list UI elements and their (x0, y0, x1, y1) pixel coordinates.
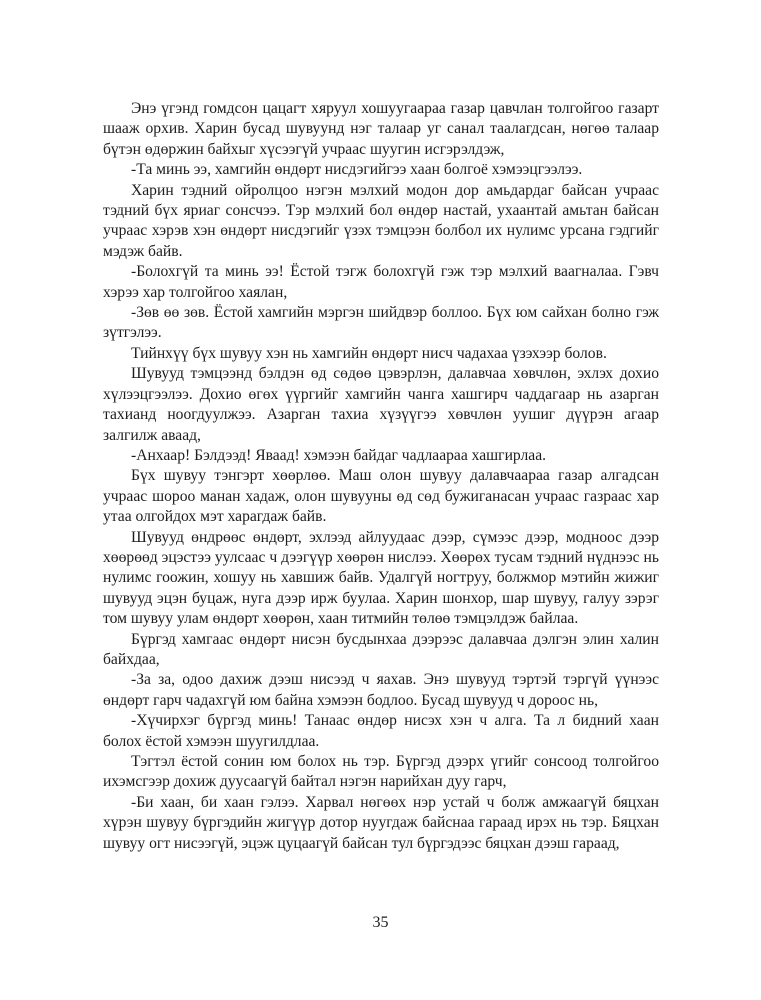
paragraph: Бүх шувуу тэнгэрт хөөрлөө. Маш олон шувуу далавчаараа газар алгадсан учраас шороо манан хадаж, олон шувууны өд сөд бужиганасан учраас газраас хар утаа олгойдох мэт харагдаж байв. (103, 467, 659, 526)
paragraph: -Хүчирхэг бүргэд минь! Танаас өндөр нисэх хэн ч алга. Та л бидний хаан болох ёстой хэмээн шуугилдлаа. (103, 712, 659, 750)
paragraph: -Зөв өө зөв. Ёстой хамгийн мэргэн шийдвэр боллоо. Бүх юм сайхан болно гэж зүтгэлээ. (103, 304, 659, 342)
paragraph: -За за, одоо дахиж дээш нисээд ч яахав. Энэ шувууд тэртэй тэргүй үүнээс өндөрт гарч чадахгүй юм байна хэмээн бодлоо. Бусад шувууд ч дороос нь, (103, 671, 659, 709)
paragraph: Энэ үгэнд гомдсон цацагт хяруул хошуугаараа газар цавчлан толгойгоо газарт шааж орхив. Харин бусад шувуунд нэг талаар уг санал таалагдсан, нөгөө талаар бүтэн өдөржин байхыг хүсээгүй учраас шуугин исгэрэлдэж, (103, 100, 659, 158)
paragraph: Бүргэд хамгаас өндөрт нисэн бусдынхаа дээрээс далавчаа дэлгэн элин халин байхдаа, (103, 630, 659, 668)
paragraph: Тийнхүү бүх шувуу хэн нь хамгийн өндөрт нисч чадахаа үзэхээр болов. (131, 344, 607, 362)
paragraph: Шувууд өндрөөс өндөрт, эхлээд айлуудаас дээр, сүмээс дээр, модноос дээр хөөрөөд эцэстээ уулсаас ч дээгүүр хөөрөн нислээ. Хөөрөх тусам тэдний нүднээс нь нулимс гоожин, хошуу нь хавшиж байв. Удалгүй ногтруу, болжмор мэтийн жижиг шувууд эцэн буцаж, нуга дээр ирж буулаа. Харин шонхор, шар шувуу, галуу зэрэг том шувуу улам өндөрт хөөрөн, хаан титмийн төлөө тэмцэлдэж байлаа. (103, 528, 659, 628)
page-number: 35 (372, 914, 389, 931)
paragraph: -Анхаар! Бэлдээд! Яваад! хэмээн байдаг чадлаараа хашгирлаа. (131, 446, 547, 464)
body-text (103, 99, 659, 854)
paragraph: -Би хаан, би хаан гэлээ. Харвал нөгөөх нэр устай ч болж амжаагүй бяцхан хүрэн шувуу бүргэдийн жигүүр дотор нуугдаж байснаа гараад ирэх нь тэр. Бяцхан шувуу огт нисээгүй, эцэж цуцаагүй байсан тул бүргэдээс бяцхан дээш гараад, (103, 793, 659, 852)
paragraph: Шувууд тэмцээнд бэлдэн өд сөдөө цэвэрлэн, далавчаа хөвчлөн, эхлэх дохио хүлээцгээлээ. Дохио өгөх үүргийг хамгийн чанга хашгирч чаддагаар нь азарган тахианд ноогдуулжээ. Азарган тахиа хүзүүгээ хөвчлөн уушиг дүүрэн агаар залгилж аваад, (103, 365, 659, 444)
paragraph: -Болохгүй та минь ээ! Ёстой тэгж болохгүй гэж тэр мэлхий ваагналаа. Гэвч хэрээ хар толгойгоо хаялан, (103, 263, 659, 301)
paragraph: Харин тэдний ойролцоо нэгэн мэлхий модон дор амьдардаг байсан учраас тэдний бүх яриаг сонсчээ. Тэр мэлхий бол өндөр настай, ухаантай амьтан байсан учраас хэрэв хэн өндөрт нисдэгийг үзэх тэмцээн болбол их нулимс урсана гэдгийг мэдэж байв. (103, 181, 659, 260)
paragraph: Тэгтэл ёстой сонин юм болох нь тэр. Бүргэд дээрх үгийг сонсоод толгойгоо ихэмсгээр дохиж дуусаагүй байтал нэгэн нарийхан дуу гарч, (103, 753, 659, 791)
paragraph: -Та минь ээ, хамгийн өндөрт нисдэгийгээ хаан болгоё хэмээцгээлээ. (131, 161, 583, 179)
